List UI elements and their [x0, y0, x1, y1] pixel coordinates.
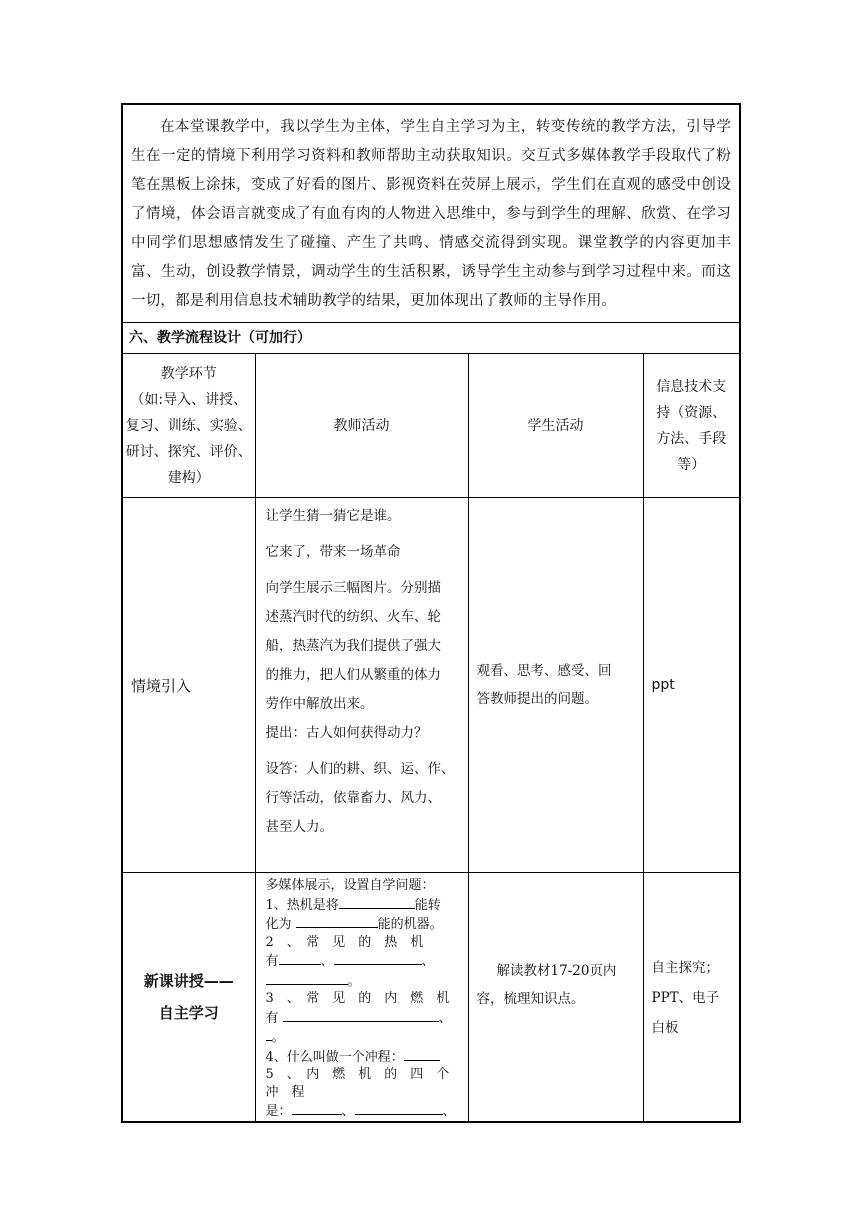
teacher-line: 向学生展示三幅图片。分别描	[265, 580, 441, 596]
header-it-line: 持（资源、	[656, 404, 727, 421]
student-line: 答教师提出的问题。	[476, 691, 598, 707]
intro-row	[122, 104, 740, 323]
teacher-line: 劳作中解放出来。	[265, 696, 374, 712]
student-line: 容，梳理知识点。	[476, 991, 585, 1007]
teacher-line: 它来了，带来一场革命	[265, 544, 401, 560]
section-title: 六、教学流程设计（可加行）	[122, 323, 740, 354]
teacher-line: 有 、	[266, 1008, 460, 1028]
student-activity	[468, 498, 643, 873]
header-it-support	[643, 354, 740, 498]
teacher-line: 是： 、 、	[266, 1101, 460, 1121]
section-row	[122, 323, 740, 354]
teacher-line: 述蒸汽时代的纺织、火车、轮	[265, 609, 441, 625]
header-teacher-activity: 教师活动	[255, 354, 468, 498]
teacher-line: 4、什么叫做一个冲程：	[266, 1047, 460, 1067]
teacher-line: 2 、 常 见 的 热 机	[265, 934, 424, 950]
teacher-activity	[255, 873, 468, 1122]
teacher-line: 。	[266, 971, 460, 991]
header-stage-line: 教学环节	[160, 365, 217, 382]
it-line: 自主探究；	[651, 960, 719, 976]
teacher-line: 1、热机是将 能转	[266, 895, 460, 915]
teacher-line: 的推力，把人们从繁重的体力	[265, 667, 441, 683]
table-row	[122, 873, 740, 1122]
header-stage-line: （如:导入、讲授、	[130, 391, 248, 408]
teacher-line: 甚至人力。	[265, 819, 333, 835]
table-header-row	[122, 354, 740, 498]
header-it-line: 方法、手段	[656, 430, 727, 447]
student-line: 观看、思考、感受、回	[476, 663, 612, 679]
teacher-line: 多媒体展示，设置自学问题：	[265, 878, 435, 893]
header-student-activity: 学生活动	[468, 354, 643, 498]
lesson-plan-table	[121, 103, 741, 1123]
teacher-line: 行等活动，依靠畜力、风力、	[265, 790, 441, 806]
it-line: 白板	[651, 1020, 679, 1036]
stage-name-line: 新课讲授——	[143, 971, 234, 990]
it-support: ppt	[643, 498, 740, 873]
it-support	[643, 873, 740, 1122]
header-it-line: 等）	[677, 456, 706, 473]
header-stage-line: 建构）	[167, 469, 210, 486]
teacher-line: 3 、 常 见 的 内 燃 机	[265, 991, 450, 1006]
teacher-activity	[255, 498, 468, 873]
header-it-line: 信息技术支	[656, 378, 727, 395]
student-line: 解读教材17-20页内	[496, 963, 617, 979]
teacher-line: 化为 能的机器。	[266, 914, 460, 934]
student-activity	[468, 873, 643, 1122]
teacher-line: 有 、 、	[266, 951, 460, 971]
intro-paragraph: 在本堂课教学中，我以学生为主体，学生自主学习为主，转变传统的教学方法，引导学生在一定的情境下利用学习资料和教师帮助主动获取知识。交互式多媒体教学手段取代了粉笔在黑板上涂抹，变成了好看的图片、影视资料在荧屏上展示，学生们在直观的感受中创设了情境，体会语言就变成了有血有肉的人物进入思维中，参与到学生的理解、欣赏、在学习中同学们思想感情发生了碰撞、产生了共鸣、情感交流得到实现。课堂教学的内容更加丰富、生动，创设教学情景，调动学生的生活积累，诱导学生主动参与到学习过程中来。而这一切，都是利用信息技术辅助教学的结果，更加体现出了教师的主导作用。	[122, 104, 740, 323]
teacher-line: 5 、 内 燃 机 的 四 个 冲 程	[265, 1067, 463, 1100]
stage-name-line: 自主学习	[158, 1003, 219, 1022]
header-stage-line: 复习、训练、实验、	[125, 417, 252, 434]
it-line: PPT、电子	[651, 990, 720, 1006]
table-row	[122, 498, 740, 873]
stage-name: 情境引入	[122, 498, 255, 873]
teacher-line: 让学生猜一猜它是谁。	[265, 508, 401, 524]
teacher-line: 船，热蒸汽为我们提供了强大	[265, 638, 441, 654]
stage-name	[122, 873, 255, 1122]
header-stage	[122, 354, 255, 498]
teacher-line: 设答：人们的耕、织、运、作、	[265, 761, 455, 777]
header-stage-line: 研讨、探究、评价、	[125, 443, 252, 460]
teacher-line: 。	[266, 1027, 460, 1047]
teacher-line: 提出：古人如何获得动力？	[265, 725, 428, 741]
